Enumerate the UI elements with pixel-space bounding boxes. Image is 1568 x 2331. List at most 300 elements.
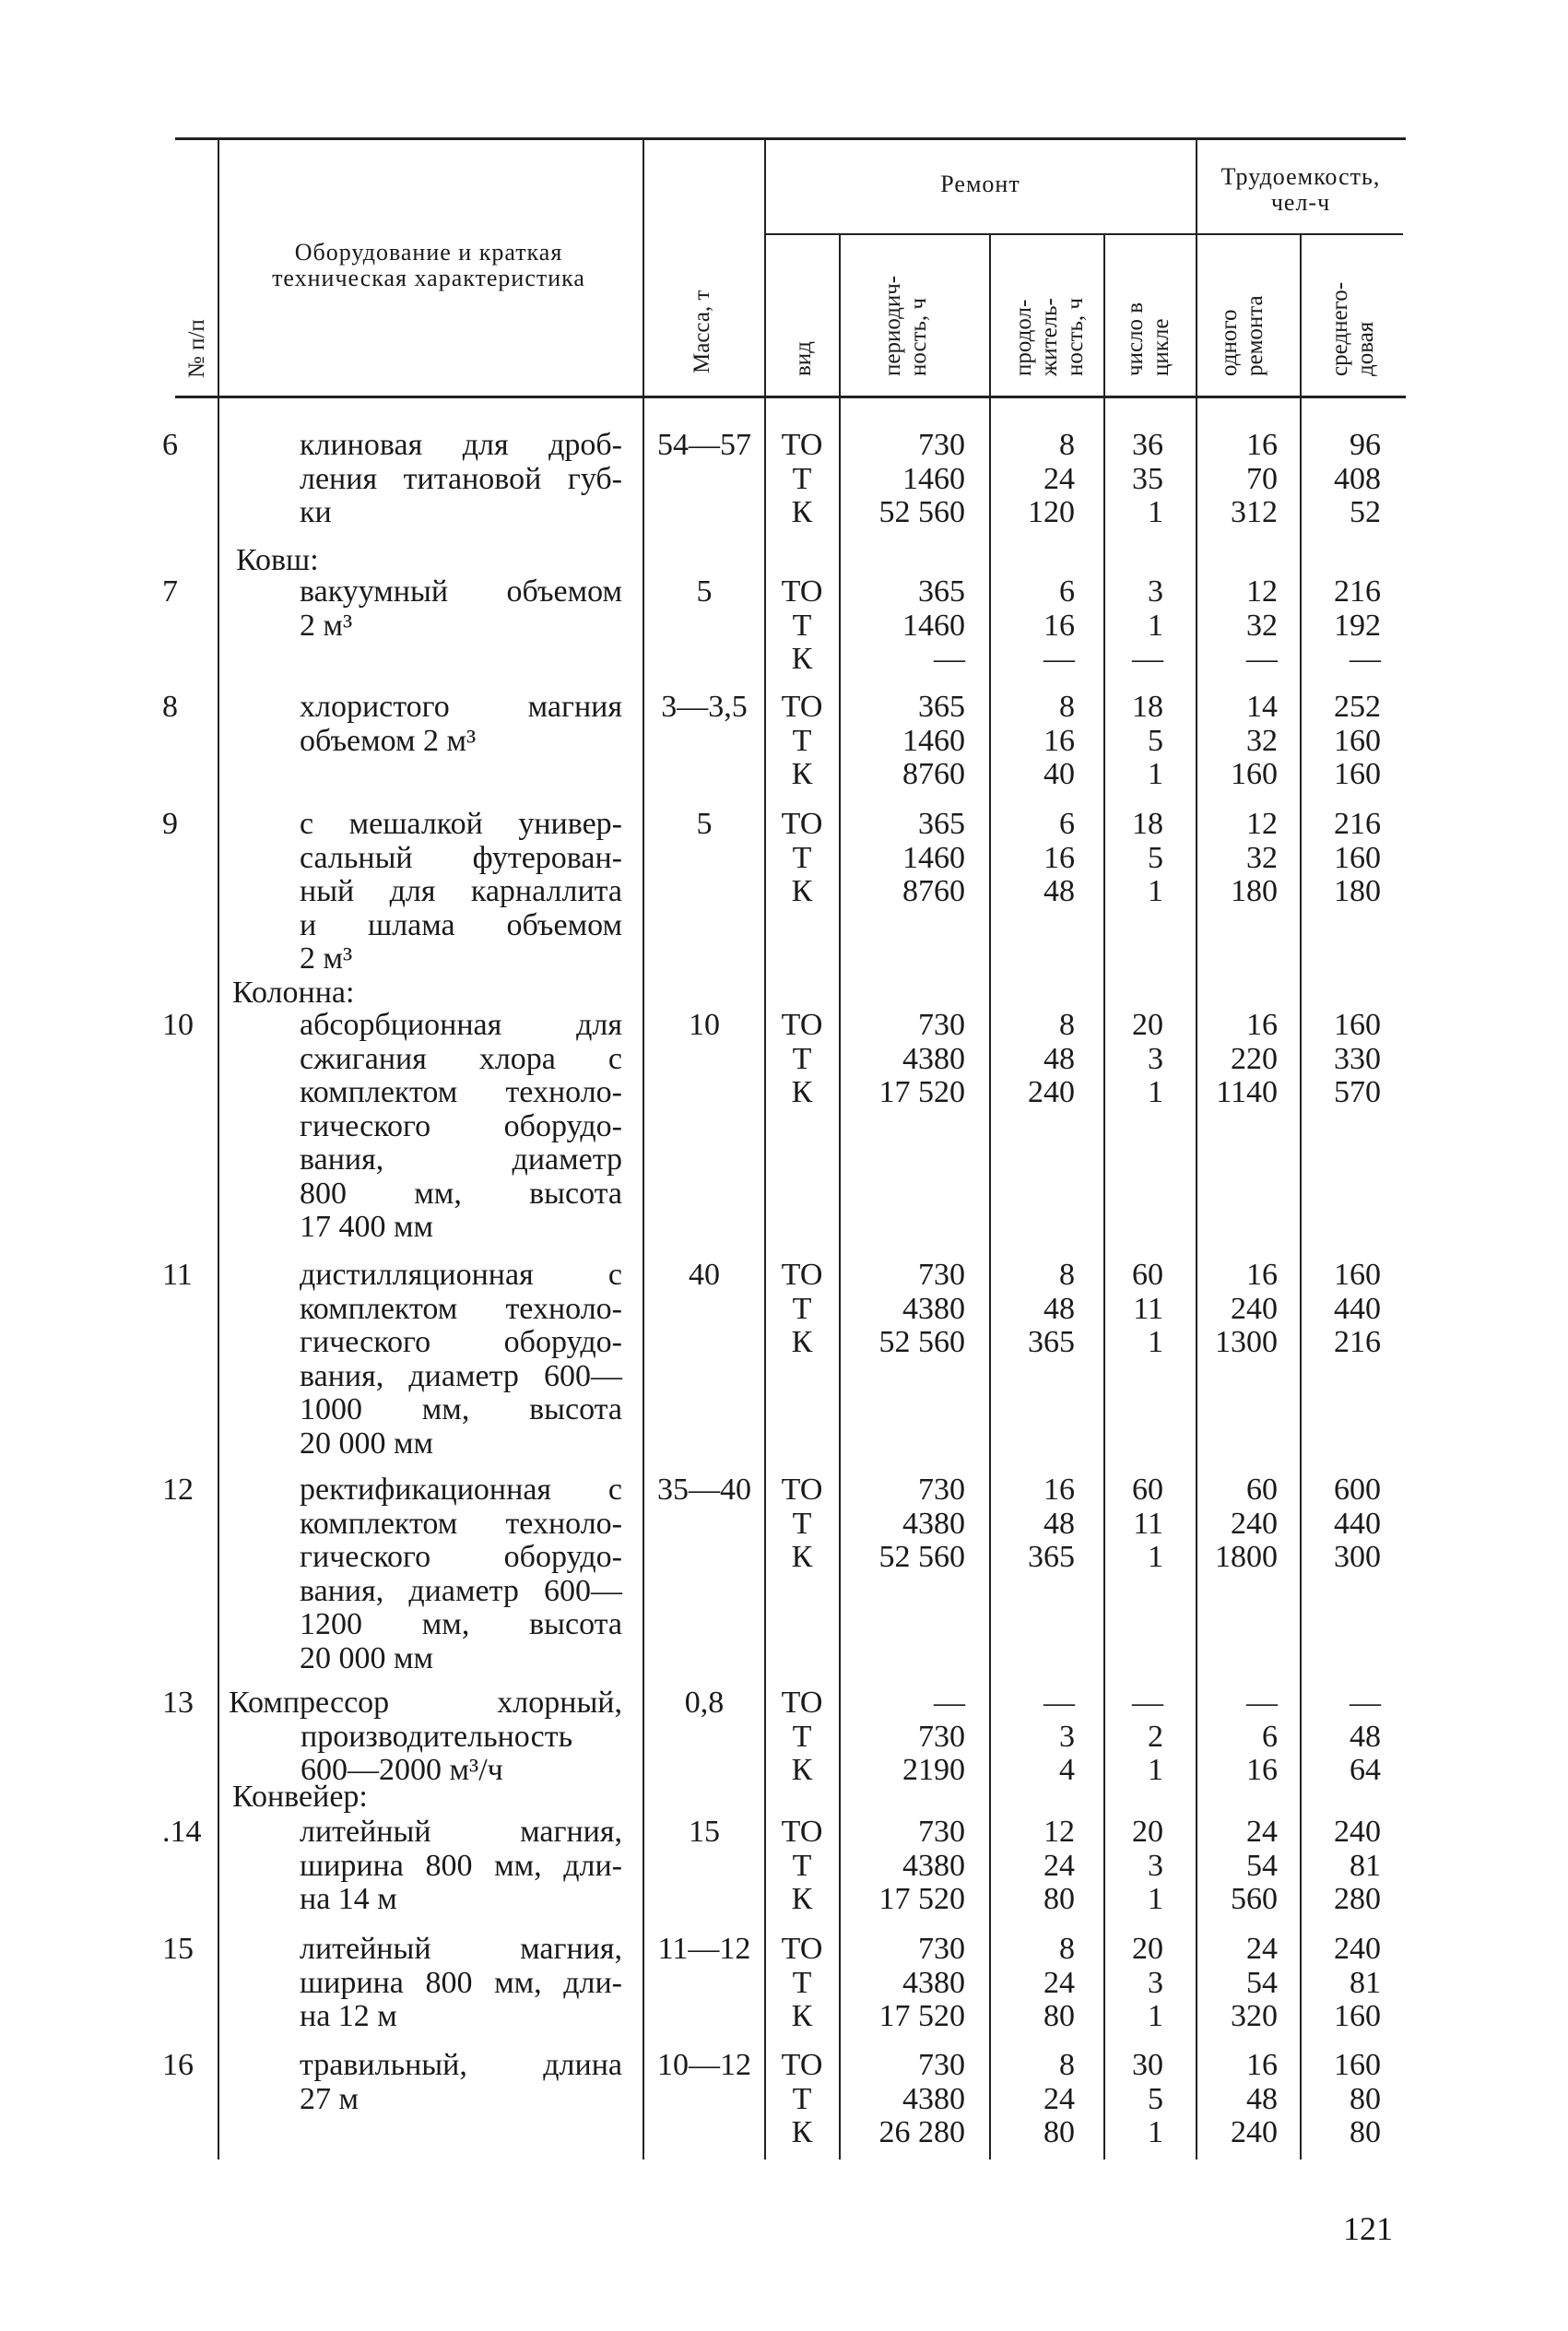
types-value: ТО (781, 1008, 823, 1042)
row-period-cell (843, 2049, 965, 2150)
duration-value: — (1043, 1686, 1075, 1720)
types-value: К (791, 1999, 813, 2033)
duration-value: 12 (1043, 1815, 1075, 1849)
period-value: 1460 (902, 723, 965, 758)
row-types-cell (769, 691, 835, 792)
duration-value: 4 (1059, 1753, 1075, 1787)
duration-value: 16 (1043, 608, 1075, 643)
row-one-cell (1198, 1933, 1278, 2034)
row-mass: 35—40 (657, 1473, 751, 1507)
types-value: ТО (781, 690, 823, 724)
description-line: сальный футерован- (300, 840, 622, 875)
row-period-cell (843, 575, 965, 677)
row-avg-cell (1302, 691, 1381, 792)
avg-value: 160 (1334, 1008, 1381, 1042)
period-value: 730 (918, 1815, 965, 1849)
one-value: 12 (1246, 807, 1278, 841)
types-value: Т (792, 1719, 812, 1754)
count-value: 3 (1148, 1041, 1163, 1076)
duration-value: 240 (1028, 1075, 1075, 1109)
duration-value: 8 (1059, 1258, 1075, 1292)
row-period-cell (843, 1473, 965, 1575)
row-period-cell (843, 1686, 965, 1788)
count-value: 11 (1133, 1291, 1163, 1326)
avg-value: — (1350, 1686, 1381, 1720)
row-period-cell (843, 1816, 965, 1917)
row-number: 9 (162, 807, 178, 841)
types-value: К (791, 874, 813, 908)
period-value: 4380 (902, 1848, 965, 1883)
one-value: 6 (1262, 1719, 1278, 1754)
types-value: ТО (781, 807, 823, 841)
avg-value: 280 (1334, 1882, 1381, 1916)
description-line: комплектом техноло- (300, 1075, 622, 1109)
row-period-cell (843, 1259, 965, 1360)
period-value: 52 560 (878, 1325, 965, 1359)
count-value: — (1132, 642, 1163, 676)
row-period-cell (843, 1009, 965, 1110)
one-value: 16 (1246, 1008, 1278, 1042)
period-value: 52 560 (878, 495, 965, 529)
col-divider-mass (764, 138, 766, 2159)
one-value: 220 (1231, 1041, 1278, 1076)
row-description (300, 1933, 622, 2034)
row-number: 16 (162, 2048, 194, 2082)
count-value: 1 (1148, 1753, 1163, 1787)
duration-value: 8 (1059, 690, 1075, 724)
period-value: 1460 (902, 461, 965, 496)
count-value: 3 (1148, 1965, 1163, 2000)
one-value: — (1246, 642, 1278, 676)
row-avg-cell (1302, 1009, 1381, 1110)
row-one-cell (1198, 1259, 1278, 1360)
col-divider-type (839, 233, 841, 2159)
types-value: К (791, 1753, 813, 1787)
period-value: 730 (918, 428, 965, 462)
types-value: К (791, 495, 813, 529)
count-value: 60 (1132, 1258, 1163, 1292)
count-value: 20 (1132, 1008, 1163, 1042)
description-line: 2 м³ (300, 608, 353, 643)
avg-value: 48 (1350, 1719, 1381, 1754)
types-value: ТО (781, 1473, 823, 1507)
avg-value: 216 (1334, 1325, 1381, 1359)
row-duration-cell (994, 691, 1075, 792)
row-one-cell (1198, 691, 1278, 792)
header-type: вид (791, 341, 816, 376)
row-count-cell (1106, 1686, 1163, 1788)
one-value: 560 (1231, 1882, 1278, 1916)
row-one-cell (1198, 1009, 1278, 1110)
avg-value: 570 (1334, 1075, 1381, 1109)
category-ladle: Ковш: (236, 543, 319, 577)
avg-value: 440 (1334, 1291, 1381, 1326)
period-value: 17 520 (878, 1999, 965, 2033)
table-top-rule (175, 137, 1406, 140)
row-avg-cell (1302, 429, 1381, 530)
page-number: 121 (1343, 2210, 1393, 2247)
types-value: Т (792, 2081, 812, 2116)
row-duration-cell (994, 1009, 1075, 1110)
category-column: Колонна: (232, 976, 355, 1010)
description-line: хлористого магния (300, 690, 622, 724)
duration-value: 8 (1059, 1008, 1075, 1042)
description-line: ширина 800 мм, дли- (300, 1848, 622, 1883)
row-duration-cell (994, 429, 1075, 530)
period-value: — (934, 1686, 965, 1720)
header-count: число в цикле (1123, 302, 1173, 376)
avg-value: 252 (1334, 690, 1381, 724)
types-value: Т (792, 1965, 812, 2000)
types-value: К (791, 1325, 813, 1359)
row-count-cell (1106, 1473, 1163, 1575)
period-value: 4380 (902, 2081, 965, 2116)
description-line: комплектом техноло- (300, 1506, 622, 1541)
duration-value: 6 (1059, 574, 1075, 609)
types-value: Т (792, 1041, 812, 1076)
avg-value: 408 (1334, 461, 1381, 496)
header-bottom-rule (175, 396, 1406, 398)
description-line: травильный, длина (300, 2048, 622, 2082)
one-value: 1140 (1216, 1075, 1278, 1109)
row-description (300, 1816, 622, 1917)
avg-value: 330 (1334, 1041, 1381, 1076)
row-number: 8 (162, 690, 178, 724)
count-value: 1 (1148, 1325, 1163, 1359)
duration-value: 48 (1043, 1291, 1075, 1326)
types-value: К (791, 757, 813, 791)
row-number: .14 (162, 1815, 202, 1849)
row-number: 12 (162, 1473, 194, 1507)
row-count-cell (1106, 575, 1163, 677)
avg-value: 160 (1334, 757, 1381, 791)
description-line: ректификационная с (300, 1473, 622, 1507)
one-value: 16 (1246, 428, 1278, 462)
col-divider-period (989, 233, 991, 2159)
row-types-cell (769, 2049, 835, 2150)
duration-value: 365 (1028, 1325, 1075, 1359)
row-types-cell (769, 575, 835, 677)
row-types-cell (769, 1259, 835, 1360)
description-line: ки (300, 495, 332, 529)
types-value: ТО (781, 1815, 823, 1849)
count-value: 1 (1148, 1999, 1163, 2033)
period-value: 730 (918, 1008, 965, 1042)
duration-value: 48 (1043, 1506, 1075, 1541)
row-count-cell (1106, 691, 1163, 792)
one-value: 32 (1246, 723, 1278, 758)
row-description (300, 575, 622, 643)
row-number: 13 (162, 1686, 194, 1720)
row-duration-cell (994, 575, 1075, 677)
row-count-cell (1106, 1816, 1163, 1917)
description-line: гического оборудо- (300, 1540, 622, 1574)
avg-value: 81 (1350, 1965, 1381, 2000)
avg-value: 80 (1350, 2081, 1381, 2116)
one-value: 1800 (1215, 1540, 1278, 1574)
count-value: 36 (1132, 428, 1163, 462)
period-value: 8760 (902, 874, 965, 908)
duration-value: 16 (1043, 840, 1075, 875)
description-line: ширина 800 мм, дли- (300, 1965, 622, 2000)
period-value: 730 (918, 1258, 965, 1292)
row-avg-cell (1302, 808, 1381, 909)
row-mass: 40 (689, 1258, 720, 1292)
avg-value: 216 (1334, 807, 1381, 841)
description-line: производительность (301, 1719, 573, 1754)
count-value: 5 (1148, 723, 1163, 758)
period-value: 4380 (902, 1965, 965, 2000)
avg-value: 64 (1350, 1753, 1381, 1787)
row-one-cell (1198, 808, 1278, 909)
duration-value: 6 (1059, 807, 1075, 841)
count-value: — (1132, 1686, 1163, 1720)
period-value: 8760 (902, 757, 965, 791)
row-types-cell (769, 808, 835, 909)
types-value: К (791, 2115, 813, 2149)
row-count-cell (1106, 1009, 1163, 1110)
row-types-cell (769, 429, 835, 530)
one-value: 48 (1246, 2081, 1278, 2116)
description-line: вания, диаметр 600— (300, 1358, 622, 1393)
row-types-cell (769, 1009, 835, 1110)
period-value: 26 280 (878, 2115, 965, 2149)
row-mass: 0,8 (684, 1686, 725, 1720)
types-value: К (791, 1075, 813, 1109)
row-period-cell (843, 808, 965, 909)
one-value: 240 (1231, 1506, 1278, 1541)
description-line: объемом 2 м³ (300, 723, 477, 758)
description-line: и шлама объемом (300, 907, 622, 942)
count-value: 1 (1148, 608, 1163, 643)
types-value: Т (792, 461, 812, 496)
types-value: ТО (781, 574, 823, 609)
one-value: 1300 (1215, 1325, 1278, 1359)
row-description (300, 429, 622, 530)
header-duration: продол-житель-ность, ч (1011, 298, 1088, 376)
row-avg-cell (1302, 1473, 1381, 1575)
types-value: ТО (781, 1686, 823, 1720)
count-value: 3 (1148, 574, 1163, 609)
count-value: 5 (1148, 2081, 1163, 2116)
row-description (300, 2049, 622, 2116)
one-value: 70 (1246, 461, 1278, 496)
description-line: гического оборудо- (300, 1325, 622, 1359)
row-description (300, 1473, 622, 1675)
types-value: Т (792, 723, 812, 758)
avg-value: — (1350, 642, 1381, 676)
description-line: 1200 мм, высота (300, 1607, 622, 1641)
row-description (300, 691, 622, 758)
count-value: 18 (1132, 807, 1163, 841)
count-value: 1 (1148, 495, 1163, 529)
types-value: Т (792, 608, 812, 643)
one-value: 240 (1231, 1291, 1278, 1326)
avg-value: 160 (1334, 840, 1381, 875)
duration-value: 24 (1043, 461, 1075, 496)
period-value: 365 (918, 807, 965, 841)
row-duration-cell (994, 1473, 1075, 1575)
period-value: 730 (918, 2048, 965, 2082)
description-line: ления титановой губ- (300, 461, 622, 496)
duration-value: 80 (1043, 1882, 1075, 1916)
one-value: 240 (1231, 2115, 1278, 2149)
duration-value: 40 (1043, 757, 1075, 791)
duration-value: 24 (1043, 1848, 1075, 1883)
avg-value: 180 (1334, 874, 1381, 908)
row-description (229, 1686, 622, 1788)
types-value: Т (792, 1848, 812, 1883)
count-value: 11 (1133, 1506, 1163, 1541)
period-value: 4380 (902, 1291, 965, 1326)
avg-value: 81 (1350, 1848, 1381, 1883)
description-line: комплектом техноло- (300, 1291, 622, 1326)
row-count-cell (1106, 808, 1163, 909)
header-one: одного ремонта (1217, 295, 1267, 376)
one-value: 54 (1246, 1965, 1278, 2000)
duration-value: 24 (1043, 1965, 1075, 2000)
types-value: ТО (781, 428, 823, 462)
row-one-cell (1198, 2049, 1278, 2150)
avg-value: 160 (1334, 1258, 1381, 1292)
row-one-cell (1198, 1816, 1278, 1917)
row-period-cell (843, 429, 965, 530)
count-value: 30 (1132, 2048, 1163, 2082)
count-value: 3 (1148, 1848, 1163, 1883)
row-number: 7 (162, 574, 178, 609)
header-mass: Масса, т (690, 290, 714, 373)
header-equipment: Оборудование и краткая техническая характеристика (272, 239, 585, 291)
duration-value: 48 (1043, 1041, 1075, 1076)
row-duration-cell (994, 808, 1075, 909)
count-value: 1 (1148, 1882, 1163, 1916)
row-mass: 5 (696, 574, 713, 609)
row-number: 11 (162, 1258, 193, 1292)
col-divider-num (218, 138, 219, 2159)
row-mass: 10 (689, 1008, 720, 1042)
period-value: 4380 (902, 1506, 965, 1541)
col-divider-duration (1103, 233, 1105, 2159)
count-value: 1 (1148, 874, 1163, 908)
avg-value: 440 (1334, 1506, 1381, 1541)
one-value: 60 (1246, 1473, 1278, 1507)
row-types-cell (769, 1816, 835, 1917)
row-avg-cell (1302, 1686, 1381, 1788)
one-value: 32 (1246, 608, 1278, 643)
period-value: 1460 (902, 608, 965, 643)
duration-value: 24 (1043, 2081, 1075, 2116)
row-period-cell (843, 1933, 965, 2034)
header-avg: среднего-довая (1327, 281, 1378, 376)
one-value: 24 (1246, 1932, 1278, 1966)
row-avg-cell (1302, 1816, 1381, 1917)
duration-value: 48 (1043, 874, 1075, 908)
row-duration-cell (994, 2049, 1075, 2150)
row-mass: 10—12 (657, 2048, 751, 2082)
avg-value: 160 (1334, 1999, 1381, 2033)
description-line: на 12 м (300, 1999, 397, 2033)
duration-value: 365 (1028, 1540, 1075, 1574)
period-value: 17 520 (878, 1882, 965, 1916)
row-avg-cell (1302, 1259, 1381, 1360)
duration-value: — (1043, 642, 1075, 676)
period-value: 2190 (902, 1753, 965, 1787)
duration-value: 16 (1043, 1473, 1075, 1507)
header-num: № п/п (184, 319, 209, 378)
description-line: дистилляционная с (300, 1258, 622, 1292)
row-mass: 15 (689, 1815, 720, 1849)
avg-value: 240 (1334, 1932, 1381, 1966)
row-period-cell (843, 691, 965, 792)
avg-value: 96 (1350, 428, 1381, 462)
duration-value: 8 (1059, 1932, 1075, 1966)
row-avg-cell (1302, 2049, 1381, 2150)
description-line: 20 000 мм (300, 1640, 434, 1675)
one-value: 16 (1246, 1753, 1278, 1787)
types-value: Т (792, 840, 812, 875)
row-count-cell (1106, 429, 1163, 530)
types-value: Т (792, 1506, 812, 1541)
period-value: 4380 (902, 1041, 965, 1076)
row-duration-cell (994, 1686, 1075, 1788)
description-line: 800 мм, высота (300, 1176, 622, 1211)
avg-value: 240 (1334, 1815, 1381, 1849)
row-count-cell (1106, 1259, 1163, 1360)
col-divider-count (1196, 138, 1197, 2159)
row-number: 6 (162, 428, 178, 462)
row-one-cell (1198, 429, 1278, 530)
row-types-cell (769, 1933, 835, 2034)
row-mass: 11—12 (657, 1932, 751, 1966)
period-value: 730 (918, 1473, 965, 1507)
period-value: — (934, 642, 965, 676)
period-value: 365 (918, 574, 965, 609)
avg-value: 216 (1334, 574, 1381, 609)
avg-value: 192 (1334, 608, 1381, 643)
row-mass: 54—57 (657, 428, 751, 462)
types-value: ТО (781, 1932, 823, 1966)
one-value: 32 (1246, 840, 1278, 875)
row-number: 10 (162, 1008, 194, 1042)
description-line: гического оборудо- (300, 1108, 622, 1143)
period-value: 17 520 (878, 1075, 965, 1109)
duration-value: 80 (1043, 2115, 1075, 2149)
description-line: 20 000 мм (300, 1426, 434, 1461)
header-labor-group: Трудоемкость, чел-ч (1220, 163, 1381, 216)
row-one-cell (1198, 575, 1278, 677)
avg-value: 300 (1334, 1540, 1381, 1574)
description-line: литейный магния, (300, 1932, 622, 1966)
one-value: 16 (1246, 1258, 1278, 1292)
avg-value: 600 (1334, 1473, 1381, 1507)
description-line: Компрессор хлорный, (229, 1686, 622, 1720)
row-number: 15 (162, 1932, 194, 1966)
period-value: 730 (918, 1932, 965, 1966)
avg-value: 160 (1334, 723, 1381, 758)
description-line: ный для карналлита (300, 874, 622, 908)
types-value: Т (792, 1291, 812, 1326)
header-period: периодич-ность, ч (880, 275, 931, 376)
avg-value: 52 (1350, 495, 1381, 529)
description-line: на 14 м (300, 1882, 397, 1916)
duration-value: 3 (1059, 1719, 1075, 1754)
description-line: вания, диаметр 600— (300, 1573, 622, 1608)
count-value: 20 (1132, 1815, 1163, 1849)
one-value: 320 (1231, 1999, 1278, 2033)
category-conveyor: Конвейер: (232, 1780, 368, 1814)
period-value: 730 (918, 1719, 965, 1754)
row-types-cell (769, 1473, 835, 1575)
